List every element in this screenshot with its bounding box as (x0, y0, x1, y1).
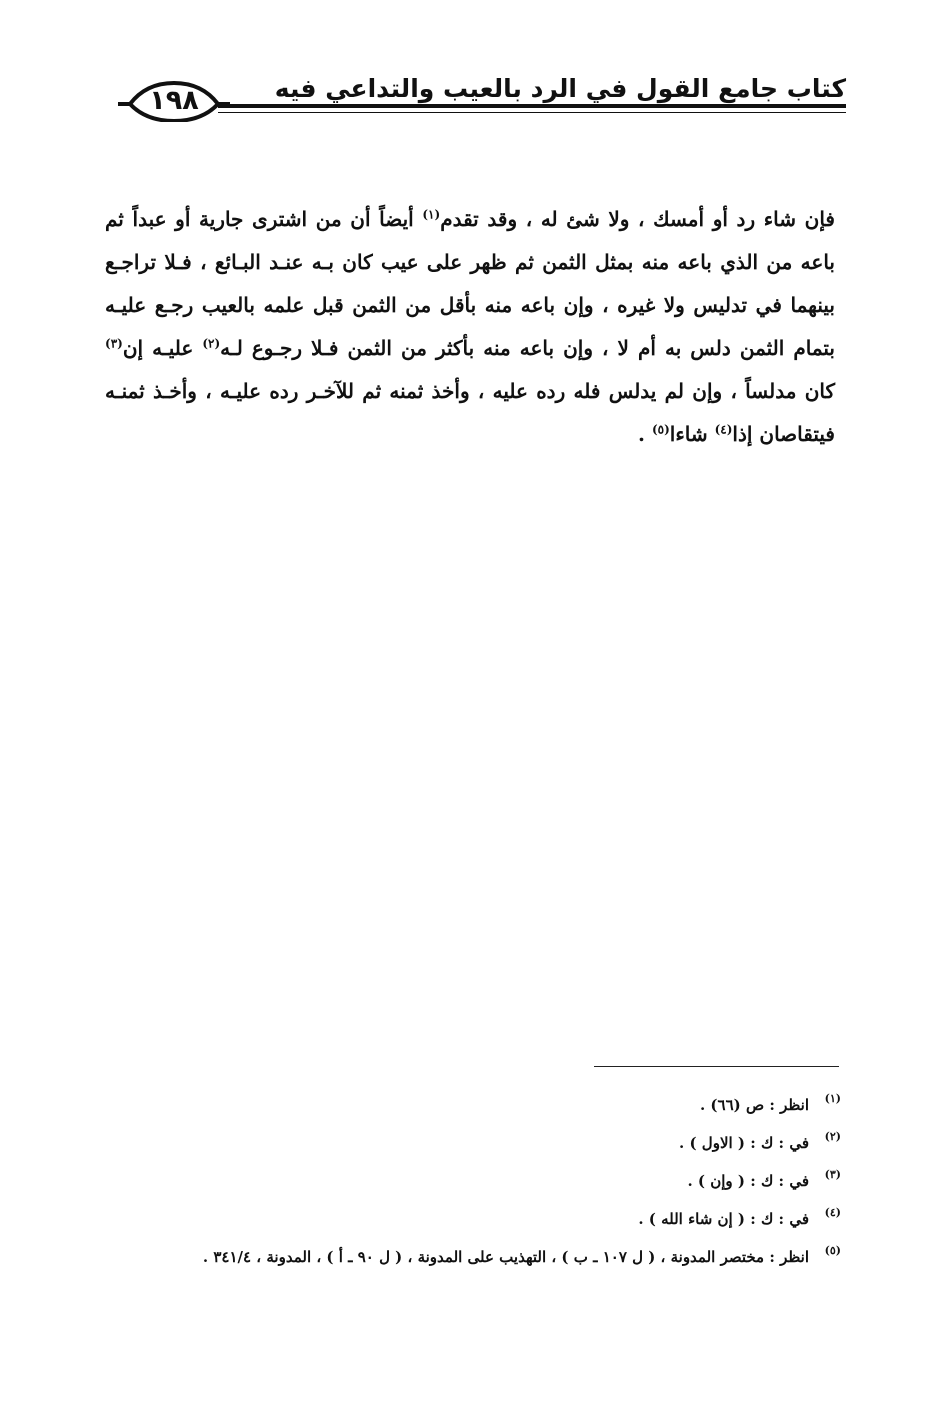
footnote-5 (121, 1240, 841, 1278)
page-number-badge (118, 80, 230, 122)
footnote-marker: (٢) (824, 1130, 841, 1143)
main-paragraph (105, 198, 835, 456)
text-run: . (638, 422, 652, 446)
text-run: أيضاً أن من اشترى جارية أو عبداً ثم باعه من الذي باعه منه بمثل الثمن ثم ظهر على عيب كان بـه عنـد البـائع ، فـلا تراجـع بينهما في تدليس ولا غيره ، وإن باعه منه بأقل من الثمن قبل علمه بالعيب رجـع عليـه بتمام الثمن دلس به أم لا ، وإن باعه منه بأكثر من الثمن فـلا رجـوع لـه (105, 207, 835, 360)
footnote-ref-1: (١) (422, 207, 441, 222)
footnote-2 (121, 1126, 841, 1164)
footnote-text: انظر : ص (٦٦) . (699, 1096, 809, 1114)
text-run: عليـه إن (122, 336, 203, 360)
footnote-ref-4: (٤) (714, 422, 733, 437)
footnote-separator (594, 1066, 839, 1067)
page-number: ١٩٨ (149, 85, 199, 116)
text-run: كان مدلساً ، وإن لم يدلس فله رده عليه ، وأخذ ثمنه ثم للآخـر رده عليـه ، وأخـذ ثمنـه فيتقاصان إذا (105, 379, 835, 446)
footnote-marker: (٥) (824, 1244, 841, 1257)
footnote-4 (121, 1202, 841, 1240)
book-title: كتاب جامع القول في الرد بالعيب والتداعي فيه (274, 74, 846, 103)
footnote-text: انظر : مختصر المدونة ، ( ل ١٠٧ ـ ب ) ، التهذيب على المدونة ، ( ل ٩٠ ـ أ ) ، المدونة ، ٣٤١/٤ . (202, 1248, 809, 1266)
footnote-1 (121, 1088, 841, 1126)
footnote-text: في : ك : ( وإن ) . (687, 1172, 809, 1190)
footnote-marker: (٤) (824, 1206, 841, 1219)
running-header (118, 68, 846, 128)
main-text (105, 198, 835, 456)
footnote-ref-3: (٣) (105, 336, 123, 351)
footnote-marker: (١) (824, 1092, 841, 1105)
footnote-marker: (٣) (824, 1168, 841, 1181)
footnote-3 (121, 1164, 841, 1202)
text-run: فإن شاء رد أو أمسك ، ولا شئ له ، وقد تقدم (440, 207, 835, 231)
footnote-ref-2: (٢) (202, 336, 221, 351)
header-rule-thin (218, 112, 846, 113)
footnote-text: في : ك : ( إن شاء الله ) . (638, 1210, 809, 1228)
footnotes (121, 1088, 841, 1278)
text-run: شاءا (669, 422, 715, 446)
footnote-ref-5: (٥) (651, 422, 670, 437)
header-rule (218, 104, 846, 108)
footnote-text: في : ك : ( الاول ) . (679, 1134, 809, 1152)
